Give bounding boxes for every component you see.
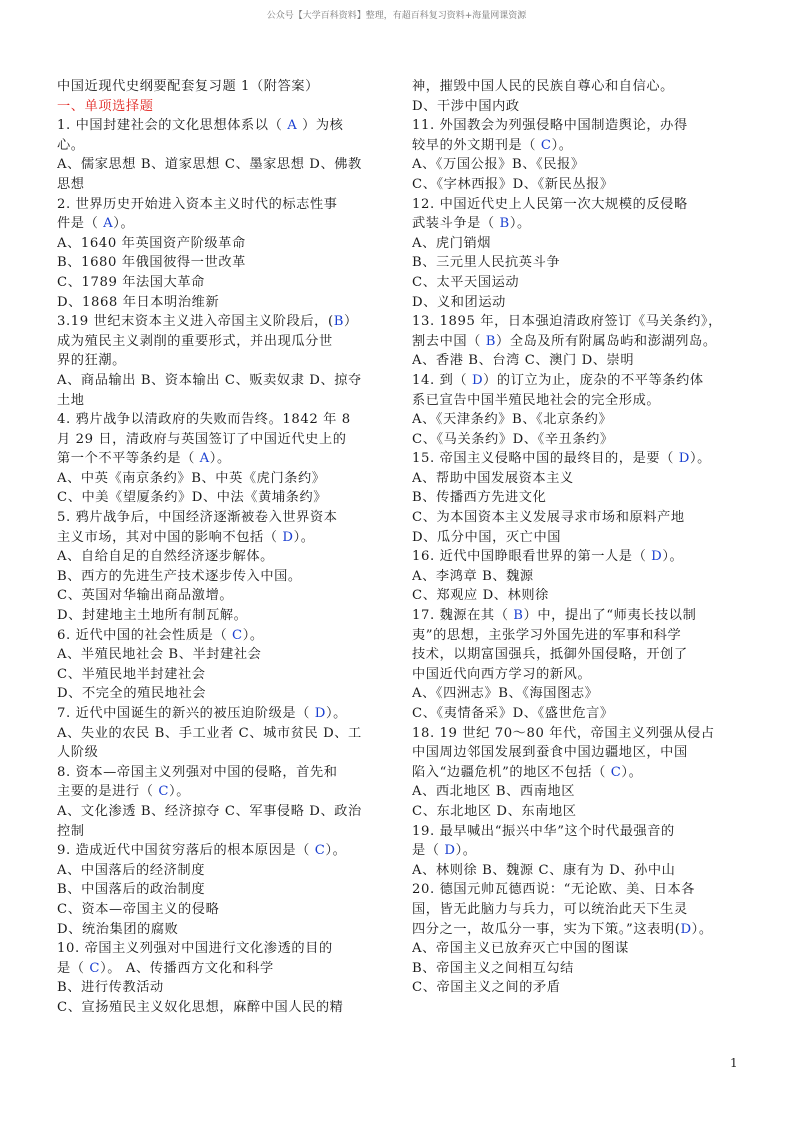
text-line: 中国近代向西方学习的新风。 xyxy=(412,666,592,682)
text-line: A、《万国公报》B、《民报》 xyxy=(412,157,585,173)
text-line: A、自给自足的自然经济逐步解体。 xyxy=(57,549,274,565)
text-line: B、中国落后的政治制度 xyxy=(57,882,206,898)
page-header-watermark: 公众号【大学百科资料】整理，有超百科复习资料+海量网课资源 xyxy=(266,11,527,21)
text-line: C、《马关条约》D、《辛丑条约》 xyxy=(412,431,614,447)
text-line: 9. 造成近代中国贫穷落后的根本原因是（ C）。 xyxy=(57,843,347,859)
text-line: B、进行传教活动 xyxy=(57,980,164,996)
text-line: 四分之一，故瓜分一事，实为下策。”这表明(D）。 xyxy=(412,921,713,937)
answer-letter: B xyxy=(499,216,510,232)
answer-letter: D xyxy=(651,549,663,565)
text-line: 较早的外文期刊是（ C）。 xyxy=(412,137,573,153)
answer-letter: C xyxy=(610,764,622,780)
text-line: B、传播西方先进文化 xyxy=(412,490,547,506)
text-line: 技术，以期富国强兵，抵御外国侵略，开创了 xyxy=(412,647,688,663)
text-line: C、宣扬殖民主义奴化思想，麻醉中国人民的精 xyxy=(57,999,344,1015)
text-line: 13. 1895 年，日本强迫清政府签订《马关条约》， xyxy=(412,314,722,330)
text-line: A、失业的农民 B、手工业者 C、城市贫民 D、工 xyxy=(57,725,362,741)
answer-letter: A xyxy=(199,451,210,467)
text-line: 18. 19 世纪 70～80 年代，帝国主义列强从侵占 xyxy=(412,725,715,741)
text-line: 夷”的思想，主张学习外国先进的军事和科学 xyxy=(412,627,682,643)
text-line: A、1640 年英国资产阶级革命 xyxy=(57,235,246,251)
text-line: D、干涉中国内政 xyxy=(412,98,520,114)
text-line: 主义市场，其对中国的影响不包括（ D）。 xyxy=(57,529,315,545)
text-line: 10. 帝国主义列强对中国进行文化渗透的目的 xyxy=(57,941,333,957)
text-line: 15. 帝国主义侵略中国的最终目的，是要（ D）。 xyxy=(412,451,711,467)
text-line: C、半殖民地半封建社会 xyxy=(57,666,206,682)
text-line: D、不完全的殖民地社会 xyxy=(57,686,207,702)
answer-letter: D xyxy=(678,451,690,467)
text-line: D、瓜分中国，灭亡中国 xyxy=(412,529,562,545)
text-line: 12. 中国近代史上人民第一次大规模的反侵略 xyxy=(412,196,688,212)
text-line: 神，摧毁中国人民的民族自尊心和自信心。 xyxy=(412,79,674,94)
text-line: 是（ C）。 A、传播西方文化和科学 xyxy=(57,960,274,976)
text-line: C、为本国资本主义发展寻求市场和原料产地 xyxy=(412,510,685,526)
text-line: C、郑观应 D、林则徐 xyxy=(412,588,549,604)
text-line: 11. 外国教会为列强侵略中国制造舆论，办得 xyxy=(412,118,688,134)
text-line: A、帝国主义已放弃灭亡中国的图谋 xyxy=(412,941,629,957)
text-line: 1. 中国封建社会的文化思想体系以（ A ）为核 xyxy=(57,118,344,134)
answer-letter: C xyxy=(232,627,243,643)
left-column xyxy=(57,77,387,1018)
document-title: 中国近现代史纲要配套复习题 1（附答案） xyxy=(57,79,319,94)
text-line: 界的狂潮。 xyxy=(57,353,126,369)
answer-letter: B xyxy=(485,333,497,349)
answer-letter: C xyxy=(158,784,170,800)
text-line: D、义和团运动 xyxy=(412,294,506,310)
text-line: 19. 最早喊出“振兴中华”这个时代最强音的 xyxy=(412,823,675,839)
text-line: B、西方的先进生产技术逐步传入中国。 xyxy=(57,568,302,584)
text-line: C、英国对华输出商品激增。 xyxy=(57,588,234,604)
text-line: 是（ D）。 xyxy=(412,843,477,859)
text-line: 17. 魏源在其（ B）中，提出了“师夷长技以制 xyxy=(412,608,697,624)
text-line: A、虎门销烟 xyxy=(412,235,492,251)
text-line: 5. 鸦片战争后，中国经济逐渐被卷入世界资本 xyxy=(57,510,338,526)
text-line: 月 29 日，清政府与英国签订了中国近代史上的 xyxy=(57,431,347,447)
text-line: 3.19 世纪末资本主义进入帝国主义阶段后，(B） xyxy=(57,314,358,330)
text-line: A、《天津条约》B、《北京条约》 xyxy=(412,412,613,428)
text-line: 第一个不平等条约是（ A）。 xyxy=(57,451,231,467)
text-line: 主要的是进行（ C）。 xyxy=(57,784,190,800)
answer-letter: D xyxy=(471,372,484,388)
answer-letter: A xyxy=(103,216,114,232)
text-line: C、《夷情备采》D、《盛世危言》 xyxy=(412,706,614,721)
text-line: A、半殖民地社会 B、半封建社会 xyxy=(57,647,262,663)
text-line: D、1868 年日本明治维新 xyxy=(57,294,220,310)
text-line: 7. 近代中国诞生的新兴的被压迫阶级是（ D）。 xyxy=(57,706,347,721)
text-line: 武装斗争是（ B）。 xyxy=(412,216,531,232)
text-line: A、《四洲志》B、《海国图志》 xyxy=(412,686,599,702)
text-line: C、帝国主义之间的矛盾 xyxy=(412,980,561,996)
text-line: 成为殖民主义剥削的重要形式，并出现瓜分世 xyxy=(57,333,333,349)
text-line: A、中国落后的经济制度 xyxy=(57,862,205,878)
answer-letter: C xyxy=(89,960,101,976)
text-line: 中国周边邻国发展到蚕食中国边疆地区，中国 xyxy=(412,745,688,761)
answer-letter: B xyxy=(513,608,524,624)
answer-letter: D xyxy=(444,843,456,859)
text-line: 心。 xyxy=(57,137,85,153)
text-line: 陷入“边疆危机”的地区不包括（ C）。 xyxy=(412,764,643,780)
text-line: B、帝国主义之间相互勾结 xyxy=(412,960,574,976)
text-line: 控制 xyxy=(57,823,85,839)
text-line: B、1680 年俄国彼得一世改革 xyxy=(57,255,246,271)
section-heading: 一、单项选择题 xyxy=(57,98,154,114)
text-line: 6. 近代中国的社会性质是（ C）。 xyxy=(57,627,264,643)
text-line: C、1789 年法国大革命 xyxy=(57,274,205,290)
text-line: 件是（ A）。 xyxy=(57,216,135,232)
text-line: D、统治集团的腐败 xyxy=(57,921,179,937)
answer-letter: D xyxy=(314,706,326,721)
answer-letter: D xyxy=(282,529,294,545)
text-line: 思想 xyxy=(57,176,85,192)
page-number: 1 xyxy=(730,1056,738,1070)
text-line: A、西北地区 B、西南地区 xyxy=(412,784,576,800)
text-line: C、《字林西报》D、《新民丛报》 xyxy=(412,176,614,192)
answer-letter: C xyxy=(314,843,326,859)
text-line: A、商品输出 B、资本输出 C、贩卖奴隶 D、掠夺 xyxy=(57,372,362,388)
text-line: 割去中国（ B）全岛及所有附属岛屿和澎湖列岛。 xyxy=(412,333,717,349)
right-column xyxy=(412,77,742,998)
text-line: 人阶级 xyxy=(57,745,99,761)
text-line: 8. 资本—帝国主义列强对中国的侵略，首先和 xyxy=(57,764,338,780)
text-line: 系已宣告中国半殖民地社会的完全形成。 xyxy=(412,392,661,408)
text-line: 14. 到（ D）的订立为止，庞杂的不平等条约体 xyxy=(412,372,704,388)
text-line: D、封建地主土地所有制瓦解。 xyxy=(57,608,248,624)
answer-letter: C xyxy=(540,137,552,153)
text-line: 土地 xyxy=(57,392,85,408)
text-line: A、文化渗透 B、经济掠夺 C、军事侵略 D、政治 xyxy=(57,803,362,819)
text-line: C、东北地区 D、东南地区 xyxy=(412,803,577,819)
text-line: A、林则徐 B、魏源 C、康有为 D、孙中山 xyxy=(412,862,676,878)
text-line: C、太平天国运动 xyxy=(412,274,520,290)
text-line: 国，皆无此脑力与兵力，可以统治此天下生灵 xyxy=(412,901,688,917)
text-line: A、香港 B、台湾 C、澳门 D、崇明 xyxy=(412,353,635,369)
text-line: 2. 世界历史开始进入资本主义时代的标志性事 xyxy=(57,196,338,212)
text-line: 16. 近代中国睁眼看世界的第一人是（ D）。 xyxy=(412,549,684,565)
text-line: A、中英《南京条约》B、中英《虎门条约》 xyxy=(57,470,326,486)
text-line: 20. 德国元帅瓦德西说：“无论欧、美、日本各 xyxy=(412,882,696,898)
answer-letter: B xyxy=(333,314,344,330)
text-line: A、儒家思想 B、道家思想 C、墨家思想 D、佛教 xyxy=(57,157,362,173)
text-line: C、中美《望厦条约》D、中法《黄埔条约》 xyxy=(57,490,328,506)
text-line: B、三元里人民抗英斗争 xyxy=(412,255,561,271)
answer-letter: D xyxy=(680,921,692,937)
answer-letter: A xyxy=(287,118,298,134)
text-line: 4. 鸦片战争以清政府的失败而告终。1842 年 8 xyxy=(57,412,351,428)
text-line: C、资本—帝国主义的侵略 xyxy=(57,901,220,917)
text-line: A、李鸿章 B、魏源 xyxy=(412,568,534,584)
text-line: A、帮助中国发展资本主义 xyxy=(412,470,574,486)
